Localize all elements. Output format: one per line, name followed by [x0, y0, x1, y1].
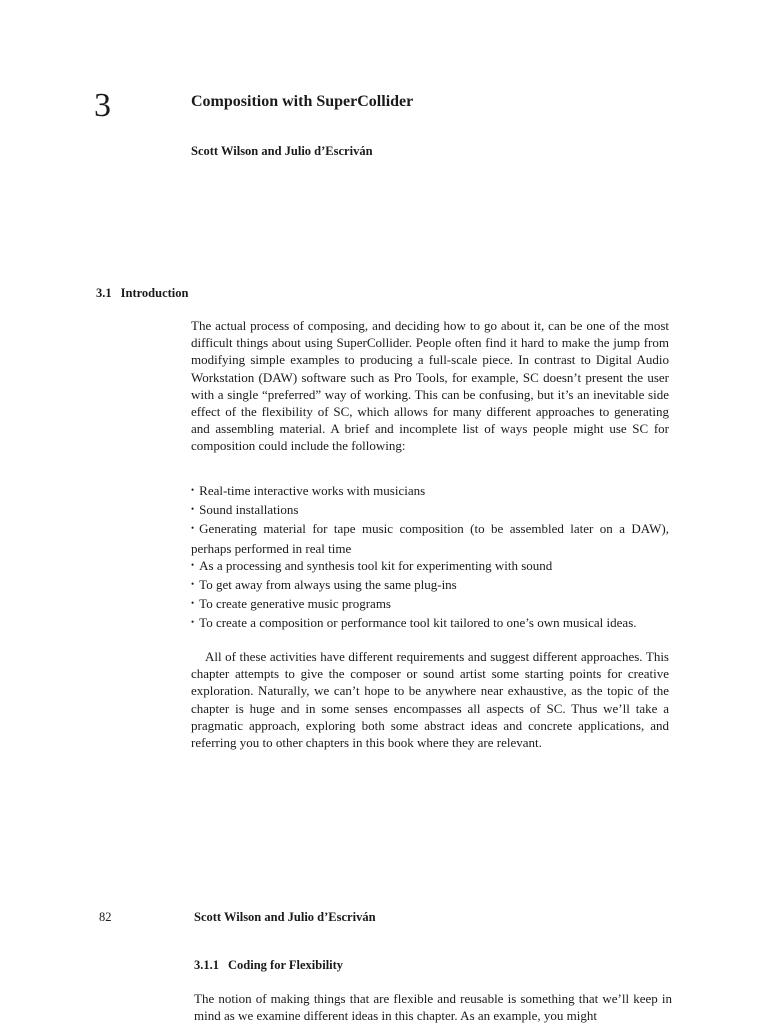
list-item: • As a processing and synthesis tool kit for experimenting with sound	[191, 557, 669, 576]
list-item: • Generating material for tape music composition (to be assembled later on a DAW), perhaps performed in real time	[191, 520, 669, 556]
followup-paragraph: All of these activities have different requirements and suggest different approaches. This chapter attempts to give the composer or sound artist some starting points for creative exploration. Naturally, we can’t hope to be anywhere near exhaustive, as the topic of the chapter is huge and in some senses encompasses all aspects of SC. Thus we’ll take a pragmatic approach, exploring both some abstract ideas and concrete applications, and referring you to other chapters in this book where they are relevant.	[191, 649, 669, 751]
page-number: 82	[99, 910, 112, 924]
list-item: • To create generative music programs	[191, 595, 669, 614]
subsection-paragraph: The notion of making things that are flexible and reusable is something that we’ll keep in mind as we examine different ideas in this chapter. As an example, you might	[194, 991, 672, 1024]
chapter-number: 3	[94, 87, 111, 124]
list-item: • Real-time interactive works with musicians	[191, 482, 669, 501]
section-heading	[96, 284, 188, 302]
running-head: Scott Wilson and Julio d’Escriván	[194, 910, 376, 924]
bullet-list	[191, 482, 669, 634]
section-title: Introduction	[120, 286, 189, 300]
subsection-title: Coding for Flexibility	[228, 958, 344, 972]
subsection-number: 3.1.1	[194, 958, 219, 972]
list-item: • Sound installations	[191, 501, 669, 520]
subsection-heading	[194, 956, 343, 974]
section-number: 3.1	[96, 286, 112, 300]
list-item: • To get away from always using the same plug-ins	[191, 576, 669, 595]
list-item: • To create a composition or performance tool kit tailored to one’s own musical ideas.	[191, 614, 669, 633]
chapter-authors: Scott Wilson and Julio d’Escriván	[191, 144, 373, 158]
intro-paragraph: The actual process of composing, and deciding how to go about it, can be one of the most difficult things about using SuperCollider. People often find it hard to make the jump from modifying simple examples to producing a full-scale piece. In contrast to Digital Audio Workstation (DAW) software such as Pro Tools, for example, SC doesn’t present the user with a single “preferred” way of working. This can be confusing, but it’s an inevitable side effect of the flexibility of SC, which allows for many different approaches to generating and assembling material. A brief and incomplete list of ways people might use SC for composition could include the following:	[191, 318, 669, 454]
chapter-title: Composition with SuperCollider	[191, 93, 414, 110]
